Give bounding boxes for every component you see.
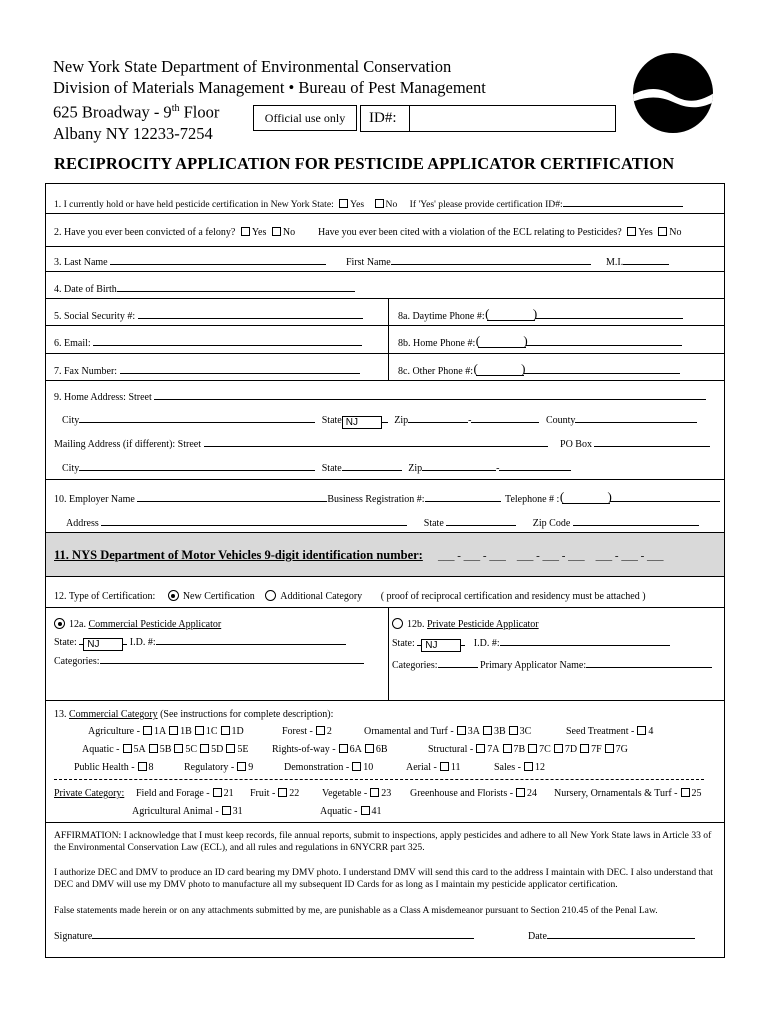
question-13-row: 13. Commercial Category (See instructions for complete description): Agriculture - 1A 1B 1C 1D Forest - 2 Ornamental and Turf - 3A 3B 3C Seed Treatment - 4 Aquatic - 5A 5B 5C 5D 5E Rights-of-way - 6A 6B Structural - 7A 7B 7C 7D 7F 7G Public Health - 8 Regulatory - 9 Demonstration - 10 Aerial - 11 Sales - 12 Private Category: Field and Forage - 21 Fruit - 22 Vegetable - 23 Greenhouse and Florists - 24 Nursery, Ornamentals & Turf - 25 Agricultural Animal - 31 Aquatic - 41 [46,701,724,823]
po-box-field[interactable] [594,437,710,447]
question-12-row: 12. Type of Certification: New Certification Additional Category ( proof of reciprocal certification and residency must be attached ) [46,577,724,608]
cat-1a-checkbox[interactable] [143,726,152,735]
agency-line-3: 625 Broadway - 9th Floor [53,102,220,122]
penalty-paragraph: False statements made herein or on any attachments submitted by me, are punishable as a Class A misdemeanor pursuant to Section 210.45 of the Penal Law. [54,905,658,916]
cat-9-checkbox[interactable] [237,762,246,771]
q2-ecl-no-checkbox[interactable] [658,227,667,236]
primary-applicator-field[interactable] [586,658,712,668]
question-2-row: 2. Have you ever been convicted of a felony? Yes No Have you ever been cited with a violation of the ECL relating to Pesticides? Yes No [46,214,724,247]
home-street-field[interactable] [154,390,706,400]
question-7-row: 7. Fax Number: 8c. Other Phone #: ( ) [46,354,724,381]
business-registration-field[interactable] [425,492,501,502]
last-name-field[interactable] [110,255,326,265]
application-form: 1. I currently hold or have held pesticide certification in New York State: Yes No If 'Yes' please provide certification ID#: 2. Have you ever been convicted of a felony? Yes No Have you ever been cited with a violation of the ECL relating to Pesticides? Yes No 3. Last Name First Name M.I. 4. Date of Birth 5. Social Security #: 8a. Daytime Phone #: ( ) 6. Email: 8b. Home Phone #: ( ) 7. Fax Number: 8c. Other Phone #: ( ) 9. Home Address: Street City State NJ Zip - County Mailing Address (if different): Street PO Box City State Zip - 10. Employer Name Business Registration #: Telephone # : ( ) Address State Zip Code 11. NYS Department of Motor Vehicles 9-digit identification number: ___ - ___ - ___ ___ - ___ - ___ ___ - ___ - ___ 12. Type of Certification: New Certification Additional Category ( proof of reciprocal certification and residency must be attached ) 12a. Commercial Pesticide Applicator State: NJ I.D. #: Categories: 12b. Private Pesticide Applicator State: NJ I.D. #: Categories: Primary Applicator Name: 13. Commercial Category (See instructions for complete description): Agriculture - 1A 1B 1C 1D Forest - 2 Ornamental and Turf - 3A 3B 3C Seed Treatment - 4 Aquatic - 5A 5B 5C 5D 5E Rights-of-way - 6A 6B Structural - 7A 7B 7C 7D 7F 7G Public Health - 8 Regulatory - 9 Demonstration - 10 Aerial - 11 Sales - 12 Private Category: Field and Forage - 21 Fruit - 22 Vegetable - 23 Greenhouse and Florists - 24 Nursery, Ornamentals & Turf - 25 Agricultural Animal - 31 Aquatic - 41 AFFIRMATION: I acknowledge that I must keep records, file annual reports, submit to inspections, apply pesticides and adhere to all New York State laws in Article 33 of the Environmental Conservation Law (ECL), and all rules and regulations in 6NYCRR part 325. I authorize DEC and DMV to produce an ID card bearing my DMV photo. I understand DMV will send this card to the address I maintain with DEC. I also understand that DEC and DMV will use my DMV photo to manufacture all my subsequent ID Cards for as long as I maintain my pesticide applicator certification. False statements made herein or on any attachments submitted by me, are punishable as a Class A misdemeanor pursuant to Section 210.45 of the Penal Law. Signature Date [45,183,725,958]
cat-6a-checkbox[interactable] [339,744,348,753]
agency-line-4: Albany NY 12233-7254 [53,123,213,143]
question-3-row: 3. Last Name First Name M.I. [46,247,724,272]
agency-line-1: New York State Department of Environmental Conservation [53,57,452,76]
dec-logo-icon [632,52,714,134]
middle-initial-field[interactable] [623,255,669,265]
affirmation-paragraph: AFFIRMATION: I acknowledge that I must keep records, file annual reports, submit to inspections, apply pesticides and adhere to all New York State laws in Article 33 of the Environmental Conservation Law (ECL), and all rules and regulations in 6NYCRR part 325. [54,830,712,853]
category-divider [54,779,704,780]
authorization-paragraph: I authorize DEC and DMV to produce an ID card bearing my DMV photo. I understand DMV will send this card to the address I maintain with DEC. I also understand that DEC and DMV will use my DMV photo to manufacture all my subsequent ID Cards for as long as I maintain my pesticide applicator certification. [54,867,713,890]
cat-3a-checkbox[interactable] [457,726,466,735]
form-title: RECIPROCITY APPLICATION FOR PESTICIDE APPLICATOR CERTIFICATION [54,154,675,173]
employer-name-field[interactable] [137,492,327,502]
private-categories-field[interactable] [438,658,478,668]
cat-7b-checkbox[interactable] [503,744,512,753]
cat-23-checkbox[interactable] [370,788,379,797]
cat-3c-checkbox[interactable] [509,726,518,735]
cat-7d-checkbox[interactable] [554,744,563,753]
cat-8-checkbox[interactable] [138,762,147,771]
ssn-field[interactable] [138,309,363,319]
private-id-field[interactable] [500,636,670,646]
cat-5d-checkbox[interactable] [200,744,209,753]
mailing-zip4-field[interactable] [499,461,571,471]
mailing-zip-field[interactable] [422,461,496,471]
dmv-id-label: 11. NYS Department of Motor Vehicles 9-digit identification number: [54,548,423,562]
question-4-row: 4. Date of Birth [46,272,724,299]
mailing-city-field[interactable] [79,461,315,471]
question-1-row [46,184,724,214]
mailing-street-field[interactable] [204,437,548,447]
cat-1d-checkbox[interactable] [221,726,230,735]
cat-5b-checkbox[interactable] [149,744,158,753]
daytime-area-code-field[interactable] [487,309,535,321]
cat-11-checkbox[interactable] [440,762,449,771]
cat-3b-checkbox[interactable] [483,726,492,735]
private-state-field[interactable]: NJ [421,639,461,652]
question-5-row: 5. Social Security #: 8a. Daytime Phone #: ( ) [46,299,724,326]
question-1: 1. I currently hold or have held pesticide certification in New York State: Yes No If 'Yes' please provide certification ID#: [54,197,683,210]
cat-12-checkbox[interactable] [524,762,533,771]
other-phone-field[interactable] [524,364,680,374]
q1-no-checkbox[interactable] [375,199,384,208]
date-field[interactable] [547,929,695,939]
employer-state-field[interactable] [446,516,516,526]
commercial-applicator-radio[interactable] [54,618,65,629]
cat-5a-checkbox[interactable] [123,744,132,753]
q1-cert-id-field[interactable] [563,197,683,207]
cat-25-checkbox[interactable] [681,788,690,797]
cat-41-checkbox[interactable] [361,806,370,815]
employer-zip-field[interactable] [573,516,699,526]
id-field[interactable] [410,106,615,131]
home-state-field[interactable]: NJ [342,416,382,429]
home-phone-field[interactable] [526,336,682,346]
official-use-label: Official use only [253,105,357,131]
cat-2-checkbox[interactable] [316,726,325,735]
first-name-field[interactable] [391,255,591,265]
cat-7a-checkbox[interactable] [476,744,485,753]
commercial-categories-field[interactable] [100,654,364,664]
mailing-state-field[interactable] [342,461,402,471]
cat-31-checkbox[interactable] [222,806,231,815]
cat-7f-checkbox[interactable] [580,744,589,753]
cat-5c-checkbox[interactable] [174,744,183,753]
q1-yes-checkbox[interactable] [339,199,348,208]
private-applicator-radio[interactable] [392,618,403,629]
date-of-birth-field[interactable] [117,282,355,292]
commercial-state-field[interactable]: NJ [83,638,123,651]
cat-22-checkbox[interactable] [278,788,287,797]
employer-area-code-field[interactable] [562,492,610,504]
id-label: ID#: [361,106,410,131]
home-zip-field[interactable] [408,413,468,423]
email-field[interactable] [93,336,362,346]
cat-21-checkbox[interactable] [213,788,222,797]
cat-5e-checkbox[interactable] [226,744,235,753]
cat-6b-checkbox[interactable] [365,744,374,753]
agency-line-2: Division of Materials Management • Bureau of Pest Management [53,78,486,97]
cat-1c-checkbox[interactable] [195,726,204,735]
signature-field[interactable] [92,929,474,939]
commercial-id-field[interactable] [156,635,346,645]
employer-address-field[interactable] [101,516,407,526]
home-zip4-field[interactable] [471,413,539,423]
new-certification-radio[interactable] [168,590,179,601]
question-6-row: 6. Email: 8b. Home Phone #: ( ) [46,326,724,354]
fax-field[interactable] [120,364,360,374]
cat-7c-checkbox[interactable] [528,744,537,753]
home-county-field[interactable] [575,413,697,423]
cat-4-checkbox[interactable] [637,726,646,735]
cat-24-checkbox[interactable] [516,788,525,797]
official-id-box [360,105,616,132]
additional-category-radio[interactable] [265,590,276,601]
q2-felony-yes-checkbox[interactable] [241,227,250,236]
daytime-phone-field[interactable] [535,309,683,319]
cat-10-checkbox[interactable] [352,762,361,771]
cat-7g-checkbox[interactable] [605,744,614,753]
dmv-id-field[interactable]: ___ - ___ - ___ ___ - ___ - ___ ___ - ___ - ___ [438,550,664,562]
home-city-field[interactable] [79,413,315,423]
question-11-row [46,533,724,577]
other-area-code-field[interactable] [476,364,524,376]
home-area-code-field[interactable] [478,336,526,348]
employer-phone-field[interactable] [610,492,720,502]
question-10-row: 10. Employer Name Business Registration #: Telephone # : ( ) Address State Zip Code [46,480,724,533]
cat-1b-checkbox[interactable] [169,726,178,735]
question-9-row: 9. Home Address: Street City State NJ Zip - County Mailing Address (if different): Street PO Box City State Zip - [46,381,724,480]
q2-felony-no-checkbox[interactable] [272,227,281,236]
question-12ab-row: 12a. Commercial Pesticide Applicator State: NJ I.D. #: Categories: 12b. Private Pesticide Applicator State: NJ I.D. #: Categories: Primary Applicator Name: [46,608,724,701]
q2-ecl-yes-checkbox[interactable] [627,227,636,236]
